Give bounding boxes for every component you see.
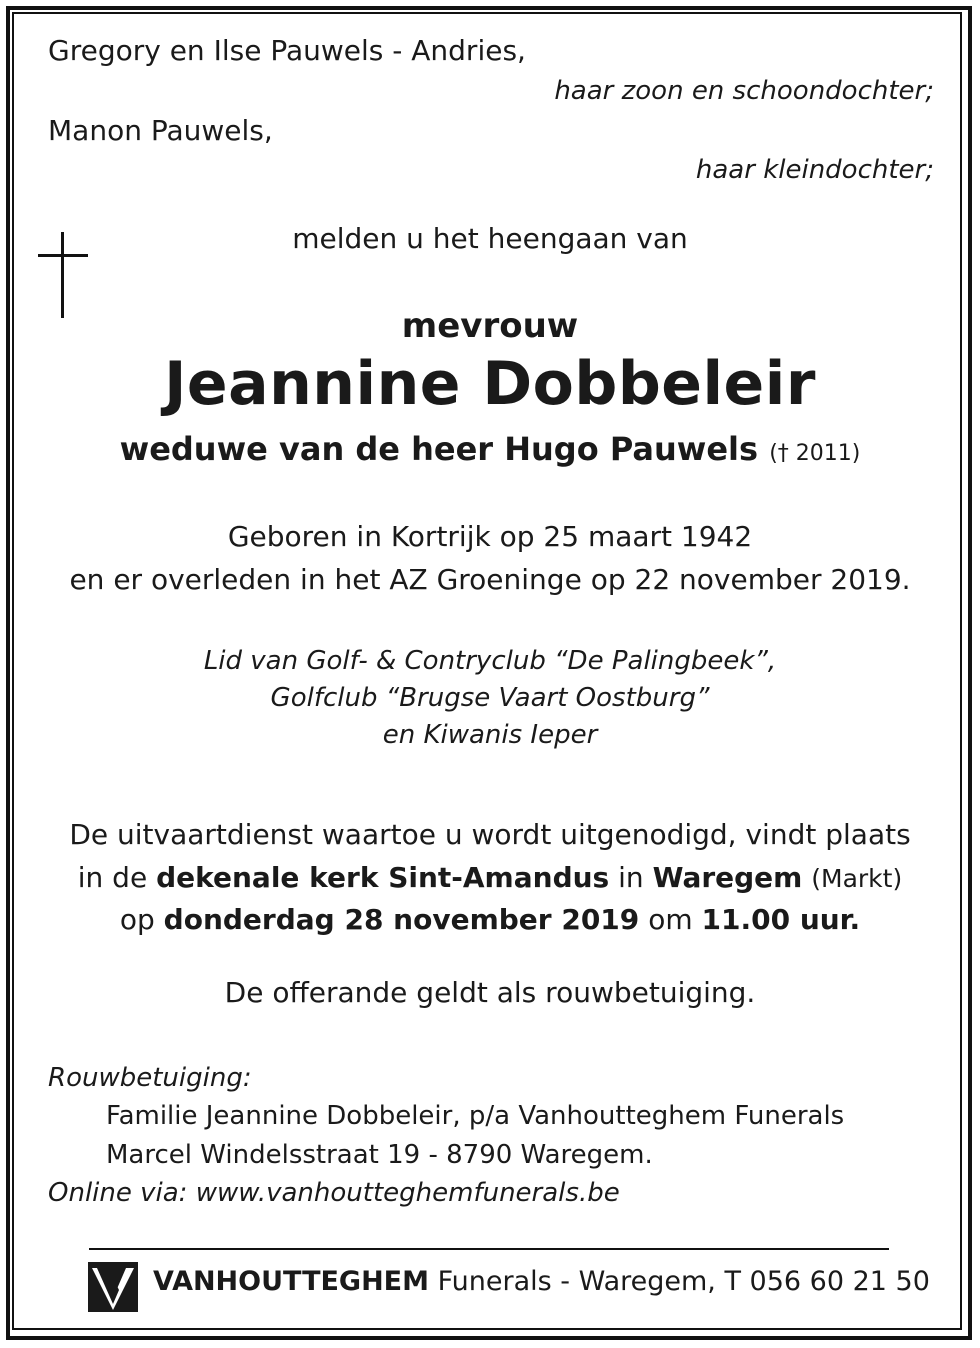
announce-text: melden u het heengaan van: [292, 222, 688, 255]
footer-contact: Funerals - Waregem, T 056 60 21 50: [429, 1266, 930, 1297]
widow-of-text: weduwe van de heer Hugo Pauwels: [119, 430, 759, 468]
family-line-granddaughter: Manon Pauwels,: [48, 114, 273, 147]
deceased-name: Jeannine Dobbeleir: [164, 349, 816, 419]
footer-brand: VANHOUTTEGHEM: [153, 1266, 429, 1297]
offering-text: De offerande geldt als rouwbetuiging.: [224, 976, 756, 1009]
service-place-note: (Markt): [811, 864, 903, 893]
birth-line: Geboren in Kortrijk op 25 maart 1942: [227, 520, 753, 553]
membership-line: Lid van Golf- & Contryclub “De Palingbeek”,: [203, 646, 777, 676]
service-church: dekenale kerk Sint-Amandus: [156, 861, 610, 894]
family-role-son: haar zoon en schoondochter;: [554, 76, 934, 106]
vanhoutteghem-logo-icon: [88, 1262, 138, 1312]
service-line-3: [0, 903, 980, 936]
deceased-title: mevrouw: [401, 306, 579, 346]
service-date: donderdag 28 november 2019: [163, 903, 640, 936]
service-time: 11.00 uur.: [701, 903, 861, 936]
service-in-de: in de: [77, 861, 148, 894]
service-line-2: [0, 861, 980, 894]
widow-of-death: († 2011): [769, 441, 861, 466]
condolences-online[interactable]: Online via: www.vanhoutteghemfunerals.be: [48, 1178, 620, 1208]
condolences-address-1: Familie Jeannine Dobbeleir, p/a Vanhoutteghem Funerals: [106, 1101, 845, 1131]
membership-line: en Kiwanis Ieper: [382, 720, 598, 750]
family-line-son: Gregory en Ilse Pauwels - Andries,: [48, 34, 526, 67]
widow-of-line: [0, 430, 980, 468]
condolences-label: Rouwbetuiging:: [48, 1063, 252, 1093]
death-line: en er overleden in het AZ Groeninge op 22 november 2019.: [69, 563, 911, 596]
footer-text: [153, 1266, 930, 1297]
footer-divider: [89, 1248, 889, 1250]
service-op: op: [119, 903, 155, 936]
family-role-granddaughter: haar kleindochter;: [695, 155, 934, 185]
service-city: Waregem: [652, 861, 803, 894]
service-in: in: [618, 861, 644, 894]
service-om: om: [648, 903, 693, 936]
condolences-address-2: Marcel Windelsstraat 19 - 8790 Waregem.: [106, 1140, 653, 1170]
membership-line: Golfclub “Brugse Vaart Oostburg”: [270, 683, 710, 713]
service-line-1: De uitvaartdienst waartoe u wordt uitgenodigd, vindt plaats: [69, 818, 911, 851]
